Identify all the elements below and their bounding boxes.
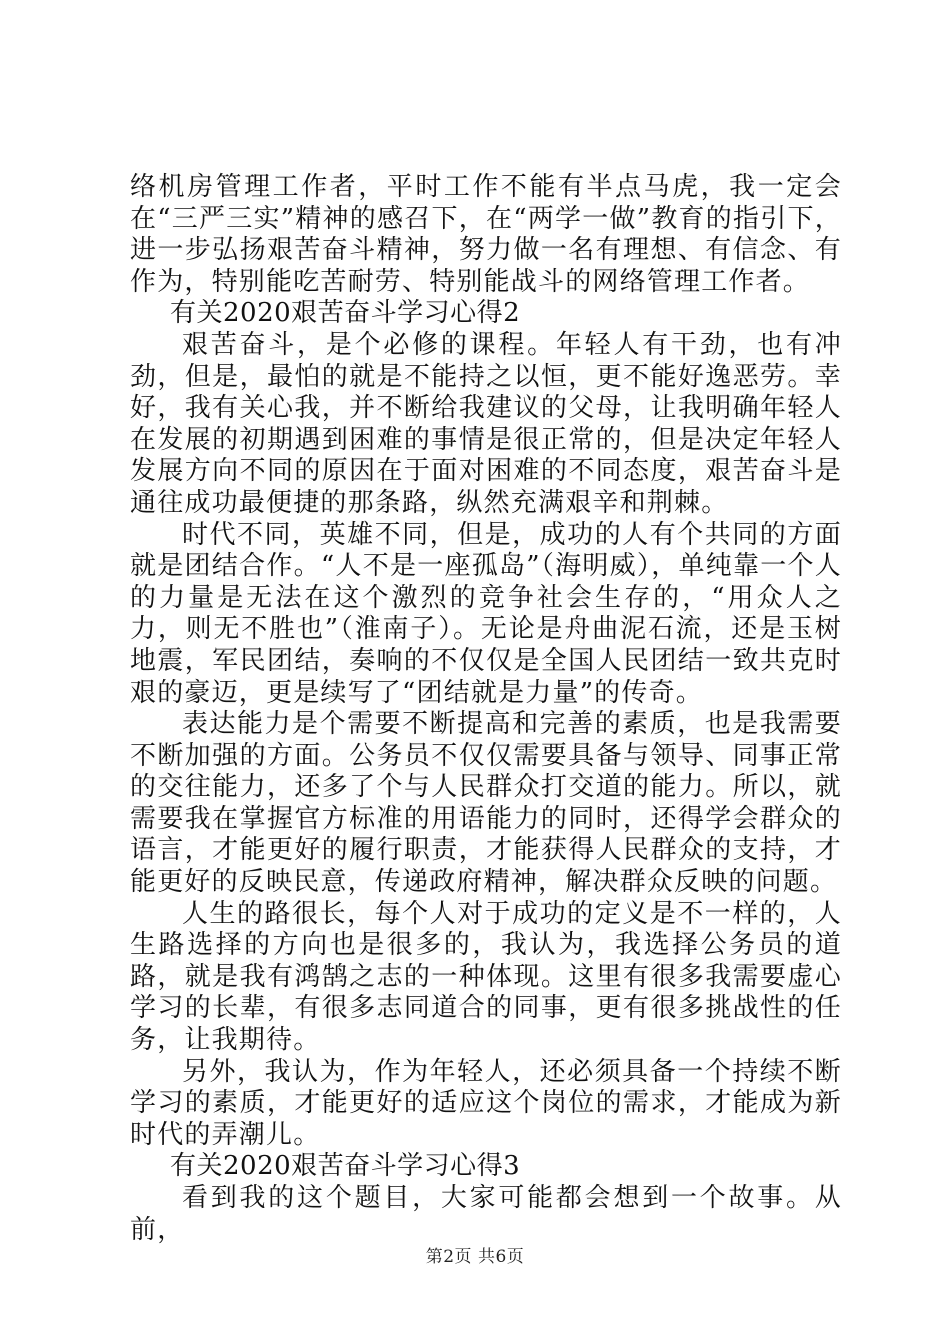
section-heading-3: 有关2020艰苦奋斗学习心得3 — [170, 1151, 521, 1182]
paragraph: 表达能力是个需要不断提高和完善的素质，也是我需要不断加强的方面。公务员不仅仅需要具备与领导、同事正常的交往能力，还多了个与人民群众打交道的能力。所以，就需要我在掌握官方标准的用语能力的同时，还得学会群众的语言，才能更好的履行职责，才能获得人民群众的支持，才能更好的反映民意，传递政府精神，解决群众反映的问题。 — [130, 709, 842, 898]
paragraph: 艰苦奋斗，是个必修的课程。年轻人有干劲，也有冲劲，但是，最怕的就是不能持之以恒，更不能好逸恶劳。幸好，我有关心我，并不断给我建议的父母，让我明确年轻人在发展的初期遇到困难的事情是很正常的，但是决定年轻人发展方向不同的原因在于面对困难的不同态度，艰苦奋斗是通往成功最便捷的那条路，纵然充满艰辛和荆棘。 — [130, 329, 842, 518]
paragraph: 人生的路很长，每个人对于成功的定义是不一样的，人生路选择的方向也是很多的，我认为，我选择公务员的道路，就是我有鸿鹄之志的一种体现。这里有很多我需要虚心学习的长辈，有很多志同道合的同事，更有很多挑战性的任务，让我期待。 — [130, 898, 842, 1056]
document-body — [130, 172, 842, 1246]
paragraph: 另外，我认为，作为年轻人，还必须具备一个持续不断学习的素质，才能更好的适应这个岗位的需求，才能成为新时代的弄潮儿。 — [130, 1056, 842, 1150]
section-heading-2: 有关2020艰苦奋斗学习心得2 — [170, 298, 521, 329]
page-number-footer: 第2页 共6页 — [425, 1247, 525, 1267]
paragraph-continuation: 络机房管理工作者，平时工作不能有半点马虎，我一定会在“三严三实”精神的感召下，在“两学一做”教育的指引下，进一步弘扬艰苦奋斗精神，努力做一名有理想、有信念、有作为，特别能吃苦耐劳、特别能战斗的网络管理工作者。 — [130, 172, 842, 297]
paragraph: 看到我的这个题目，大家可能都会想到一个故事。从前， — [130, 1183, 842, 1245]
paragraph: 时代不同，英雄不同，但是，成功的人有个共同的方面就是团结合作。“人不是一座孤岛”（海明威），单纯靠一个人的力量是无法在这个激烈的竞争社会生存的，“用众人之力，则无不胜也”（淮南子）。无论是舟曲泥石流，还是玉树地震，军民团结，奏响的不仅仅是全国人民团结一致共克时艰的豪迈，更是续写了“团结就是力量”的传奇。 — [130, 519, 842, 708]
